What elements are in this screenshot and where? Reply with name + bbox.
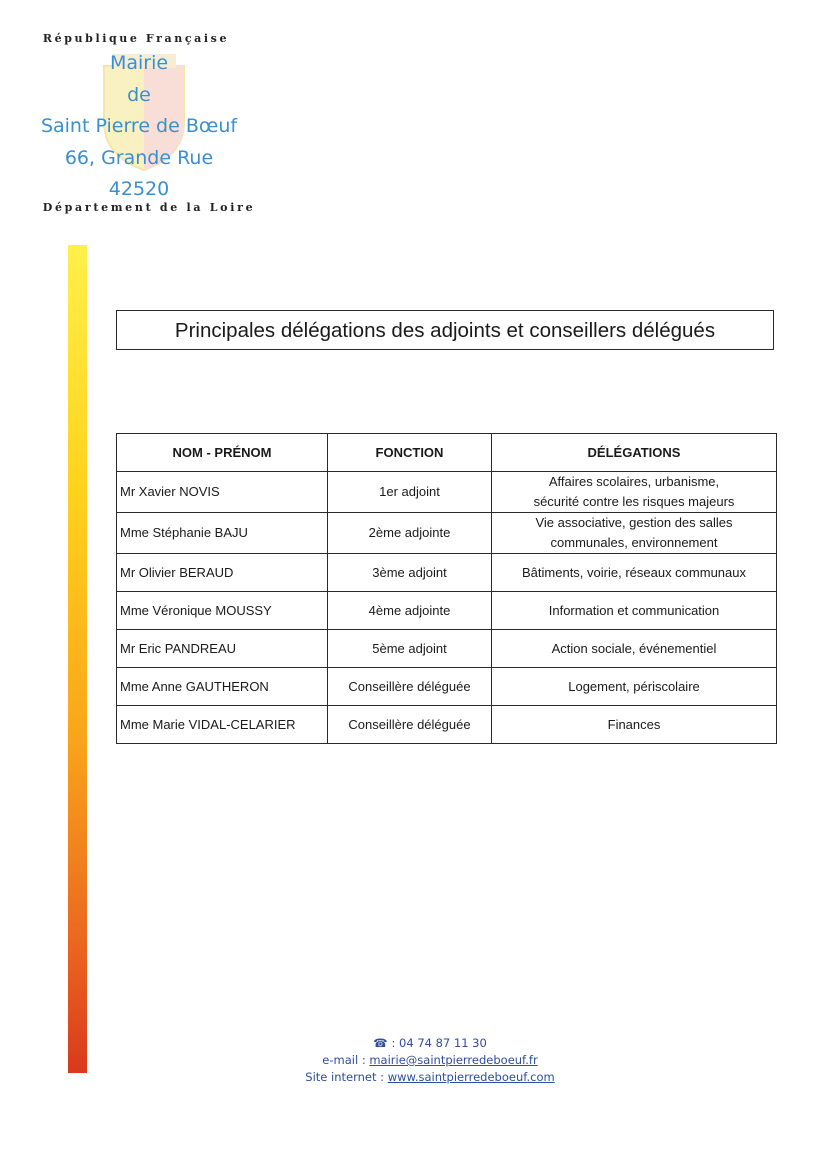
delegation-line: communales, environnement	[550, 535, 718, 550]
column-header-name: NOM - PRÉNOM	[117, 434, 328, 472]
cell-delegations	[492, 706, 777, 744]
table-row	[117, 592, 777, 630]
mairie-line: Mairie	[109, 52, 169, 74]
table-row	[117, 513, 777, 554]
delegation-line: Bâtiments, voirie, réseaux communaux	[522, 564, 746, 580]
mairie-line: Saint Pierre de Bœuf	[40, 115, 238, 137]
cell-delegations	[492, 592, 777, 630]
departement-label: Département de la Loire	[42, 201, 256, 214]
page-title: Principales délégations des adjoints et conseillers délégués	[116, 310, 774, 350]
cell-fonction: 1er adjoint	[328, 472, 492, 513]
table-row	[117, 668, 777, 706]
cell-name: Mme Stéphanie BAJU	[117, 513, 328, 554]
footer-contact	[220, 1035, 640, 1086]
cell-delegations	[492, 630, 777, 668]
cell-name: Mme Véronique MOUSSY	[117, 592, 328, 630]
cell-delegations	[492, 472, 777, 513]
cell-fonction: 5ème adjoint	[328, 630, 492, 668]
table-row	[117, 554, 777, 592]
cell-name: Mr Xavier NOVIS	[117, 472, 328, 513]
cell-name: Mme Anne GAUTHERON	[117, 668, 328, 706]
cell-name: Mr Olivier BERAUD	[117, 554, 328, 592]
cell-delegations	[492, 554, 777, 592]
website-line	[220, 1069, 640, 1086]
republique-francaise-label: République Française	[42, 32, 230, 45]
cell-delegations	[492, 513, 777, 554]
table-row	[117, 630, 777, 668]
telephone-icon: ☎	[373, 1036, 388, 1050]
delegation-line: Finances	[607, 716, 661, 732]
cell-name: Mr Eric PANDREAU	[117, 630, 328, 668]
cell-name: Mme Marie VIDAL-CELARIER	[117, 706, 328, 744]
cell-fonction: Conseillère déléguée	[328, 706, 492, 744]
delegation-line: Vie associative, gestion des salles	[535, 515, 733, 530]
cell-fonction: 3ème adjoint	[328, 554, 492, 592]
website-link[interactable]: www.saintpierredeboeuf.com	[387, 1070, 555, 1084]
email-label: e-mail :	[322, 1053, 370, 1067]
phone-line	[220, 1035, 640, 1052]
email-line	[220, 1052, 640, 1069]
phone-number: : 04 74 87 11 30	[391, 1036, 487, 1050]
delegations-table	[116, 433, 777, 744]
delegation-line: sécurité contre les risques majeurs	[533, 494, 735, 509]
cell-fonction: Conseillère déléguée	[328, 668, 492, 706]
column-header-fonction: FONCTION	[328, 434, 492, 472]
column-header-delegations: DÉLÉGATIONS	[492, 434, 777, 472]
cell-delegations	[492, 668, 777, 706]
mairie-address-block	[20, 48, 258, 206]
delegation-line: Information et communication	[548, 602, 720, 618]
cell-fonction: 4ème adjointe	[328, 592, 492, 630]
delegation-line: Affaires scolaires, urbanisme,	[548, 474, 720, 489]
table-row	[117, 706, 777, 744]
mairie-line: 42520	[108, 178, 170, 200]
website-label: Site internet :	[305, 1070, 388, 1084]
email-link[interactable]: mairie@saintpierredeboeuf.fr	[369, 1053, 538, 1067]
mairie-line: de	[127, 83, 151, 106]
table-header-row	[117, 434, 777, 472]
delegation-line: Action sociale, événementiel	[551, 640, 717, 656]
mairie-line: 66, Grande Rue	[64, 146, 214, 169]
table-row	[117, 472, 777, 513]
cell-fonction: 2ème adjointe	[328, 513, 492, 554]
delegation-line: Logement, périscolaire	[568, 678, 700, 694]
decorative-gradient-bar	[68, 245, 87, 1073]
letterhead	[20, 28, 275, 223]
